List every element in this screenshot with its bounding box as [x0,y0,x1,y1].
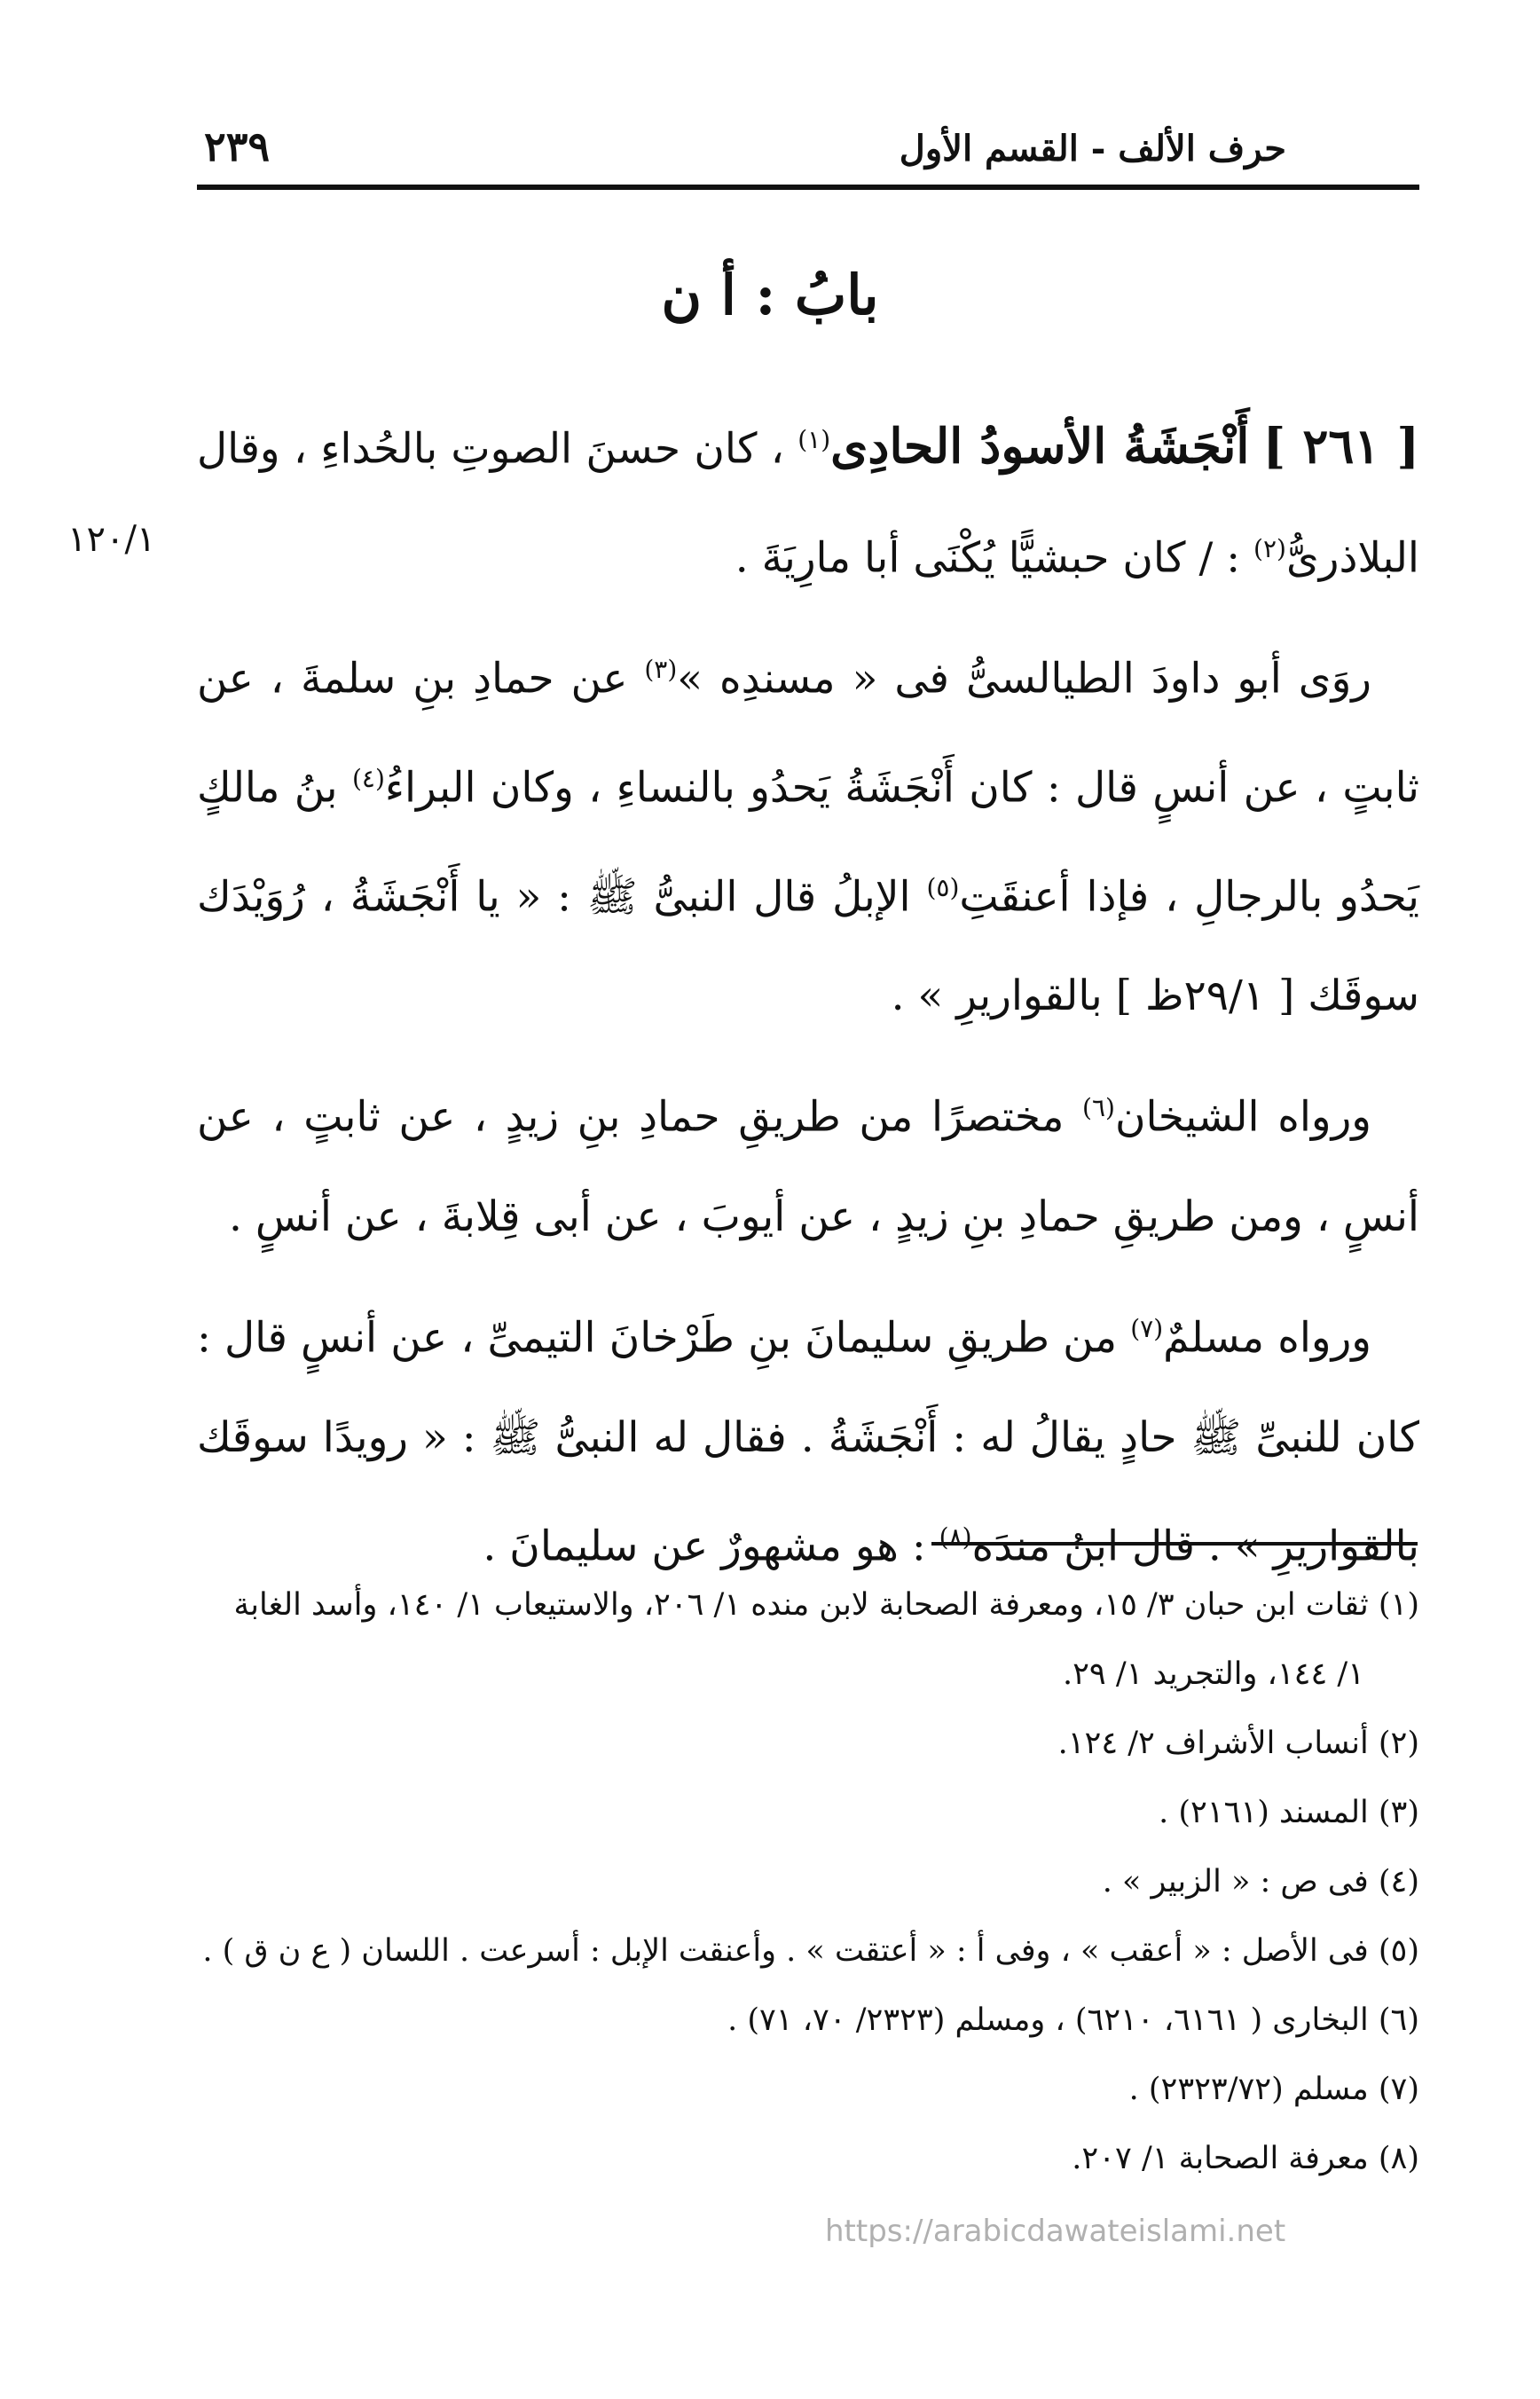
footnote-5: (٥) فى الأصل : « أعقب » ، وفى أ : « أعتقت » . وأعنقت الإبل : أسرعت . اللسان ( ع ن ق ) . [202,1933,1419,1969]
footnote-mark-5: (٥) [926,872,960,902]
paragraph-2-text-b: عن حمادِ بنِ سلمةَ ، عن ثابتٍ ، عن أنسٍ قال : كان أَنْجَشَةُ يَحدُو بالنساءِ ، وكان البراءُ [197,654,1419,813]
footnote-6: (٦) البخارى ( ٦١٦١، ٦٢١٠) ، ومسلم (٢٣٢٣/ ٧٠، ٧١) . [727,2002,1419,2038]
footnote-mark-8: (٨) [939,1522,972,1552]
page-number: ٢٣٩ [204,122,271,170]
footnote-mark-2: (٢) [1253,533,1286,563]
footnote-4: (٤) فى ص : « الزبير » . [1102,1864,1419,1900]
paragraph-1-text-a: ، كان حسنَ الصوتِ بالحُداءِ ، وقال البلاذرىُّ [197,424,1419,583]
footnote-mark-6: (٦) [1082,1093,1115,1123]
footnote-mark-1: (١) [798,425,831,454]
entry-body [197,390,1419,1609]
paragraph-4-text-c: : هو مشهورٌ عن سليمانَ . [483,1522,926,1571]
footnote-1: (١) ثقات ابن حبان ٣/ ١٥، ومعرفة الصحابة لابن منده ١/ ٢٠٦، والاستيعاب ١/ ١٤٠، وأسد الغابة [233,1587,1419,1623]
paragraph-2-text-c: بنُ مالكٍ يَحدُو بالرجالِ ، فإذا أعنقَتِ [197,763,1419,922]
footnote-mark-4: (٤) [351,763,385,793]
paragraph-3-text-a: ورواه الشيخان [1114,1092,1371,1142]
footnote-3: (٣) المسند (٢١٦١) . [1159,1795,1419,1830]
footnote-mark-3: (٣) [644,655,678,685]
entry-name: أَنْجَشَةُ الأسودُ الحادِى [830,417,1250,475]
footnote-1-continued: ١/ ١٤٤، والتجريد ١/ ٢٩. [1062,1656,1364,1692]
paragraph-1 [197,390,1419,608]
chapter-heading: بابُ : أ ن [661,263,879,327]
paragraph-3-text-b: مختصرًا من طريقِ حمادِ بنِ زيدٍ ، عن ثابتٍ ، عن أنسٍ ، ومن طريقِ حمادِ بنِ زيدٍ ، عن أيوبَ ، عن أبى قِلابةَ ، عن أنسٍ . [197,1092,1419,1241]
footnote-7: (٧) مسلم (٢٣٢٣/٧٢) . [1128,2072,1419,2107]
paragraph-4-text-b: من طريقِ سليمانَ بنِ طَرْخانَ التيمىِّ ، عن أنسٍ قال : كان للنبىِّ ﷺ حادٍ يقالُ له : أَنْجَشَةُ . فقال له النبىُّ ﷺ : « رويدًا سوقَك بالقواريرِ » . قال ابنُ مندَه [197,1313,1419,1571]
footnote-8: (٨) معرفة الصحابة ١/ ٢٠٧. [1072,2141,1419,2176]
running-header [197,122,1419,190]
margin-reference: ١٢٠/١ [67,519,156,560]
footnote-2: (٢) أنساب الأشراف ٢/ ١٢٤. [1057,1726,1419,1761]
entry-number: [ ٢٦١ ] [1262,417,1419,475]
watermark-url: https://arabicdawateislami.net [825,2214,1286,2249]
paragraph-2-text-a: روَى أبو داودَ الطيالسىُّ فى « مسندِه » [677,654,1371,704]
paragraph-2 [197,620,1419,1046]
paragraph-1-text-b: : / كان حبشيًّا يُكْنَى أبا مارِيَةَ . [735,533,1241,583]
running-title: حرف الألف - القسم الأول [899,128,1286,169]
paragraph-3 [197,1058,1419,1267]
footnote-separator [931,1542,1418,1546]
footnote-mark-7: (٧) [1130,1313,1164,1343]
paragraph-2-text-d: الإبلُ قال النبىُّ ﷺ : « يا أَنْجَشَةُ ، رُوَيْدَك سوقَك [ ٢٩/١ظ ] بالقواريرِ » . [197,872,1419,1021]
paragraph-4-text-a: ورواه مسلمٌ [1163,1313,1371,1363]
footnotes [197,1570,1419,2193]
paragraph-4 [197,1279,1419,1596]
